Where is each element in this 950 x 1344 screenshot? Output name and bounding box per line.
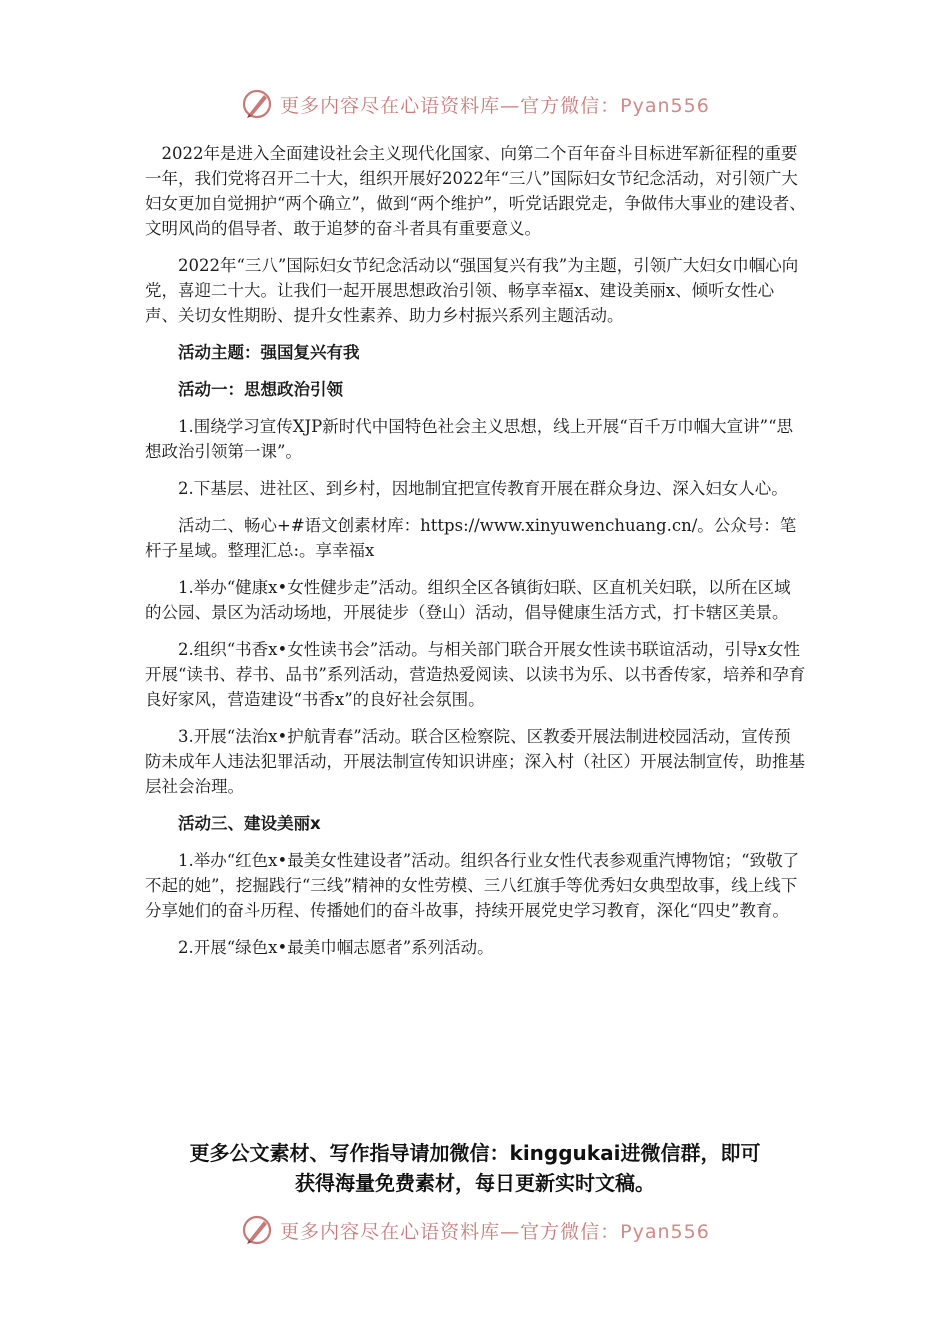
header-banner (0, 84, 950, 124)
body-paragraph: 2022年“三八”国际妇女节纪念活动以“强国复兴有我”为主题，引领广大妇女巾帼心向党，喜迎二十大。让我们一起开展思想政治引领、畅享幸福x、建设美丽x、倾听女性心声、关切女性期盼、提升女性素养、助力乡村振兴系列主题活动。 (145, 256, 799, 325)
body-paragraph: 1.举办“红色x•最美女性建设者”活动。组织各行业女性代表参观重汽博物馆；“致敬了不起的她”，挖掘践行“三线”精神的女性劳模、三八红旗手等优秀妇女典型故事，线上线下分享她们的奋斗历程、传播她们的奋斗故事，持续开展党史学习教育，深化“四史”教育。 (145, 851, 800, 920)
banner-label: 更多内容尽在心语资料库—官方微信： (280, 1220, 621, 1243)
body-paragraph: 1.围绕学习宣传XJP新时代中国特色社会主义思想，线上开展“百千万巾帼大宣讲”“思想政治引领第一课”。 (145, 417, 794, 461)
section-heading: 活动三、建设美丽x (178, 814, 321, 833)
banner-wechat-id: Pyan556 (620, 94, 710, 117)
pen-logo-icon (240, 1213, 274, 1247)
footer-notice (120, 1138, 830, 1198)
banner-text (280, 91, 710, 118)
section-heading: 活动一：思想政治引领 (178, 380, 343, 399)
pen-logo-icon (240, 87, 274, 121)
banner-wechat-id: Pyan556 (620, 1220, 710, 1243)
footer-line-1: 更多公文素材、写作指导请加微信：kinggukai进微信群，即可 (189, 1141, 761, 1165)
body-paragraph: 2022年是进入全面建设社会主义现代化国家、向第二个百年奋斗目标进军新征程的重要一年，我们党将召开二十大，组织开展好2022年“三八”国际妇女节纪念活动，对引领广大妇女更加自觉拥护“两个确立”，做到“两个维护”，听党话跟党走，争做伟大事业的建设者、文明风尚的倡导者、敢于追梦的奋斗者具有重要意义。 (145, 144, 806, 238)
body-paragraph: 3.开展“法治x•护航青春”活动。联合区检察院、区教委开展法制进校园活动，宣传预防未成年人违法犯罪活动，开展法制宣传知识讲座；深入村（社区）开展法制宣传，助推基层社会治理。 (145, 727, 805, 796)
document-body (145, 141, 807, 972)
body-paragraph: 2.开展“绿色x•最美巾帼志愿者”系列活动。 (178, 938, 494, 957)
body-paragraph: 2.下基层、进社区、到乡村，因地制宜把宣传教育开展在群众身边、深入妇女人心。 (178, 479, 788, 498)
body-paragraph: 2.组织“书香x•女性读书会”活动。与相关部门联合开展女性读书联谊活动，引导x女性开展“读书、荐书、品书”系列活动，营造热爱阅读、以读书为乐、以书香传家，培养和孕育良好家风，营造建设“书香x”的良好社会氛围。 (145, 640, 806, 709)
banner-label: 更多内容尽在心语资料库—官方微信： (280, 94, 621, 117)
footer-line-2: 获得海量免费素材，每日更新实时文稿。 (295, 1171, 655, 1195)
section-heading: 活动主题：强国复兴有我 (178, 343, 360, 362)
body-paragraph: 1.举办“健康x•女性健步走”活动。组织全区各镇街妇联、区直机关妇联，以所在区域的公园、景区为活动场地，开展徒步（登山）活动，倡导健康生活方式，打卡辖区美景。 (145, 578, 791, 622)
body-paragraph: 活动二、畅心+#语文创素材库：https://www.xinyuwenchuang.cn/。公众号：笔杆子星域。整理汇总:。享幸福x (145, 516, 797, 560)
banner-text (280, 1217, 710, 1244)
footer-banner (0, 1210, 950, 1250)
